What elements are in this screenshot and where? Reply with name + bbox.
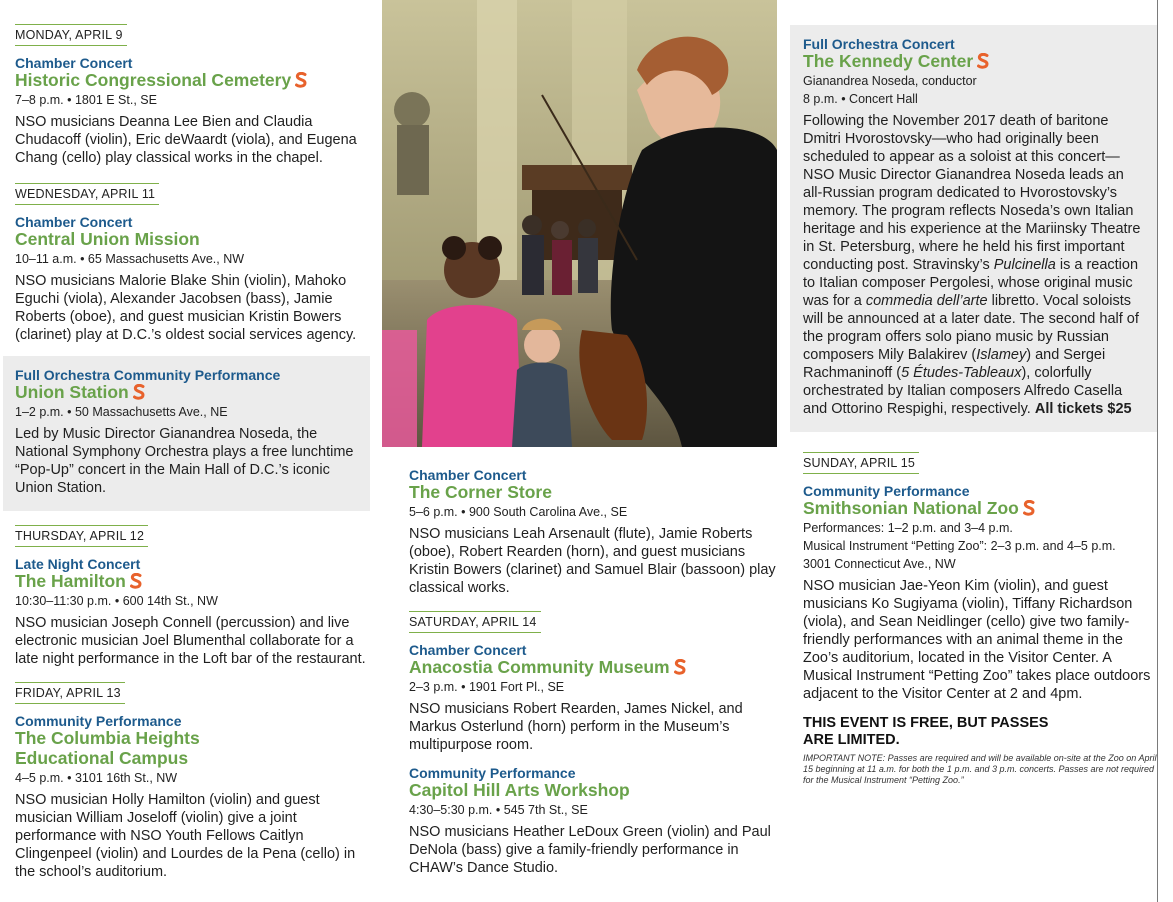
event-time-location: 8 p.m. • Concert Hall <box>803 92 918 106</box>
middle-column <box>382 468 777 877</box>
event-performances: Performances: 1–2 p.m. and 3–4 p.m. <box>803 521 1013 535</box>
event-description: NSO musicians Deanna Lee Bien and Claudia Chudacoff (violin), Eric deWaardt (viola), and Eugena Chang (cello) play classical works in the chapel. <box>15 114 357 166</box>
s-logo-icon <box>674 659 686 675</box>
event-description: NSO musicians Heather LeDoux Green (violin) and Paul DeNola (bass) give a family-friendly performance in CHAW’s Dance Studio. <box>409 824 771 876</box>
right-column <box>790 0 1158 786</box>
left-column <box>0 0 370 881</box>
s-logo-icon <box>1023 500 1035 516</box>
event-conductor: Gianandrea Noseda, conductor <box>803 74 977 88</box>
event-type: Full Orchestra Community Performance <box>15 367 281 383</box>
event-time-location: 4:30–5:30 p.m. • 545 7th St., SE <box>409 803 588 817</box>
event-description: NSO musician Joseph Connell (percussion) and live electronic musician Joel Blumenthal collaborate for a late night performance in the Loft bar of the restaurant. <box>15 615 366 667</box>
day-heading: WEDNESDAY, APRIL 11 <box>15 183 159 205</box>
event-friday <box>0 668 370 881</box>
photo-illustration <box>382 0 777 447</box>
event-wednesday <box>0 167 370 344</box>
event-description: Led by Music Director Gianandrea Noseda, the National Symphony Orchestra plays a free lunchtime “Pop-Up” concert in the Main Hall of D.C.’s iconic Union Station. <box>15 426 354 496</box>
event-monday <box>0 0 370 167</box>
event-address: 3001 Connecticut Ave., NW <box>803 557 956 571</box>
event-title: Historic Congressional Cemetery <box>15 71 370 89</box>
event-sunday <box>790 432 1158 786</box>
event-thursday <box>0 511 370 668</box>
s-logo-icon <box>977 53 989 69</box>
event-type: Chamber Concert <box>409 467 527 483</box>
event-type: Community Performance <box>15 713 182 729</box>
event-type: Chamber Concert <box>15 214 133 230</box>
ticket-price: All tickets $25 <box>1034 401 1132 417</box>
s-logo-icon <box>130 573 142 589</box>
event-corner-store <box>382 468 777 597</box>
event-time-location: 1–2 p.m. • 50 Massachusetts Ave., NE <box>15 405 228 419</box>
event-type: Chamber Concert <box>15 55 133 71</box>
event-description: NSO musicians Leah Arsenault (flute), Jamie Roberts (oboe), Robert Rearden (horn), and guest musicians Kristin Bowers (clarinet) and Samuel Blair (bassoon) play classical works. <box>409 526 776 596</box>
event-title: Central Union Mission <box>15 229 200 249</box>
event-type: Late Night Concert <box>15 556 141 572</box>
event-saturday <box>382 597 777 754</box>
page-edge-divider <box>1157 0 1158 902</box>
event-description: NSO musicians Malorie Blake Shin (violin), Mahoko Eguchi (viola), Alexander Jacobsen (bass), Jamie Roberts (oboe), and guest musician Kristin Bowers (clarinet) play at D.C.’s oldest social services agency. <box>15 273 357 343</box>
day-heading: MONDAY, APRIL 9 <box>15 24 127 46</box>
event-type: Full Orchestra Concert <box>803 36 955 52</box>
event-title: The Corner Store <box>409 482 552 502</box>
event-type: Community Performance <box>803 483 970 499</box>
day-heading: SATURDAY, APRIL 14 <box>409 611 541 633</box>
event-time-location: 10:30–11:30 p.m. • 600 14th St., NW <box>15 594 218 608</box>
event-description: NSO musician Holly Hamilton (violin) and guest musician William Joseloff (violin) give a joint performance with NSO Youth Fellows Caitlyn Clingenpeel (violin) and Lourdes de la Pena (cello) in the school’s auditorium. <box>15 792 356 880</box>
event-time-location: 2–3 p.m. • 1901 Fort Pl., SE <box>409 680 565 694</box>
event-union-station <box>3 356 370 511</box>
day-heading: FRIDAY, APRIL 13 <box>15 682 125 704</box>
event-title: The Kennedy Center <box>803 52 1146 70</box>
event-title: Smithsonian National Zoo <box>803 499 1158 517</box>
important-note: IMPORTANT NOTE: Passes are required and will be available on-site at the Zoo on April 15 beginning at 11 a.m. for both the 1 p.m. and 3 p.m. concerts. Passes are not required for the Musical Instrument “Petting Zoo.” <box>803 753 1157 785</box>
event-type: Chamber Concert <box>409 642 527 658</box>
event-capitol-hill <box>382 754 777 877</box>
s-logo-icon <box>295 72 307 88</box>
free-notice: THIS EVENT IS FREE, BUT PASSES ARE LIMITED. <box>803 715 1049 748</box>
day-heading: THURSDAY, APRIL 12 <box>15 525 148 547</box>
event-time-location: 4–5 p.m. • 3101 16th St., NW <box>15 771 178 785</box>
event-description: NSO musician Jae-Yeon Kim (violin), and guest musicians Ko Sugiyama (violin), Tiffany Richardson (viola), and Sean Neidlinger (cello) give two family-friendly performances with an animal theme in the Zoo’s auditorium, located in the Visitor Center. A Musical Instrument “Petting Zoo” takes place outdoors adjacent to the Visitor Center at 2 and 4pm. <box>803 578 1151 702</box>
event-title-line-2: Educational Campus <box>15 748 189 768</box>
day-heading: SUNDAY, APRIL 15 <box>803 452 919 474</box>
event-description: NSO musicians Robert Rearden, James Nickel, and Markus Osterlund (horn) perform in the Museum’s multipurpose room. <box>409 701 743 753</box>
event-time-location: 7–8 p.m. • 1801 E St., SE <box>15 93 157 107</box>
event-title: Union Station <box>15 383 370 401</box>
concert-photo <box>382 0 777 447</box>
event-title-line-1: The Columbia Heights <box>15 728 200 748</box>
event-description: Following the November 2017 death of baritone Dmitri Hvorostovsky—who had originally been scheduled to appear as a soloist at this concert—NSO Music Director Gianandrea Noseda leads an all-Russian program dedicated to Hvorostovsky’s memory. The program reflects Noseda’s own Italian heritage and his experience at the Mariinsky Theatre in St. Petersburg, where he held his first important conducting post. Stravinsky’s Pulcinella is a reaction to Italian composer Pergolesi, whose original music was for a commedia dell’arte libretto. Vocal soloists will be announced at a later date. The second half of the program offers solo piano music by Russian composers Mily Balakirev (Islamey) and Sergei Rachmaninoff (5 Études-Tableaux), colorfully orchestrated by Italian composers Alfredo Casella and Ottorino Respighi, respectively. All tickets $25 <box>803 113 1141 417</box>
event-kennedy-center <box>790 25 1158 432</box>
s-logo-icon <box>133 384 145 400</box>
event-title: Anacostia Community Museum <box>409 658 777 676</box>
event-title: Capitol Hill Arts Workshop <box>409 780 630 800</box>
event-title: The Hamilton <box>15 572 370 590</box>
event-time-location: 5–6 p.m. • 900 South Carolina Ave., SE <box>409 505 628 519</box>
event-time-location: 10–11 a.m. • 65 Massachusetts Ave., NW <box>15 252 245 266</box>
event-type: Community Performance <box>409 765 576 781</box>
event-petting-zoo: Musical Instrument “Petting Zoo”: 2–3 p.m. and 4–5 p.m. <box>803 539 1116 553</box>
